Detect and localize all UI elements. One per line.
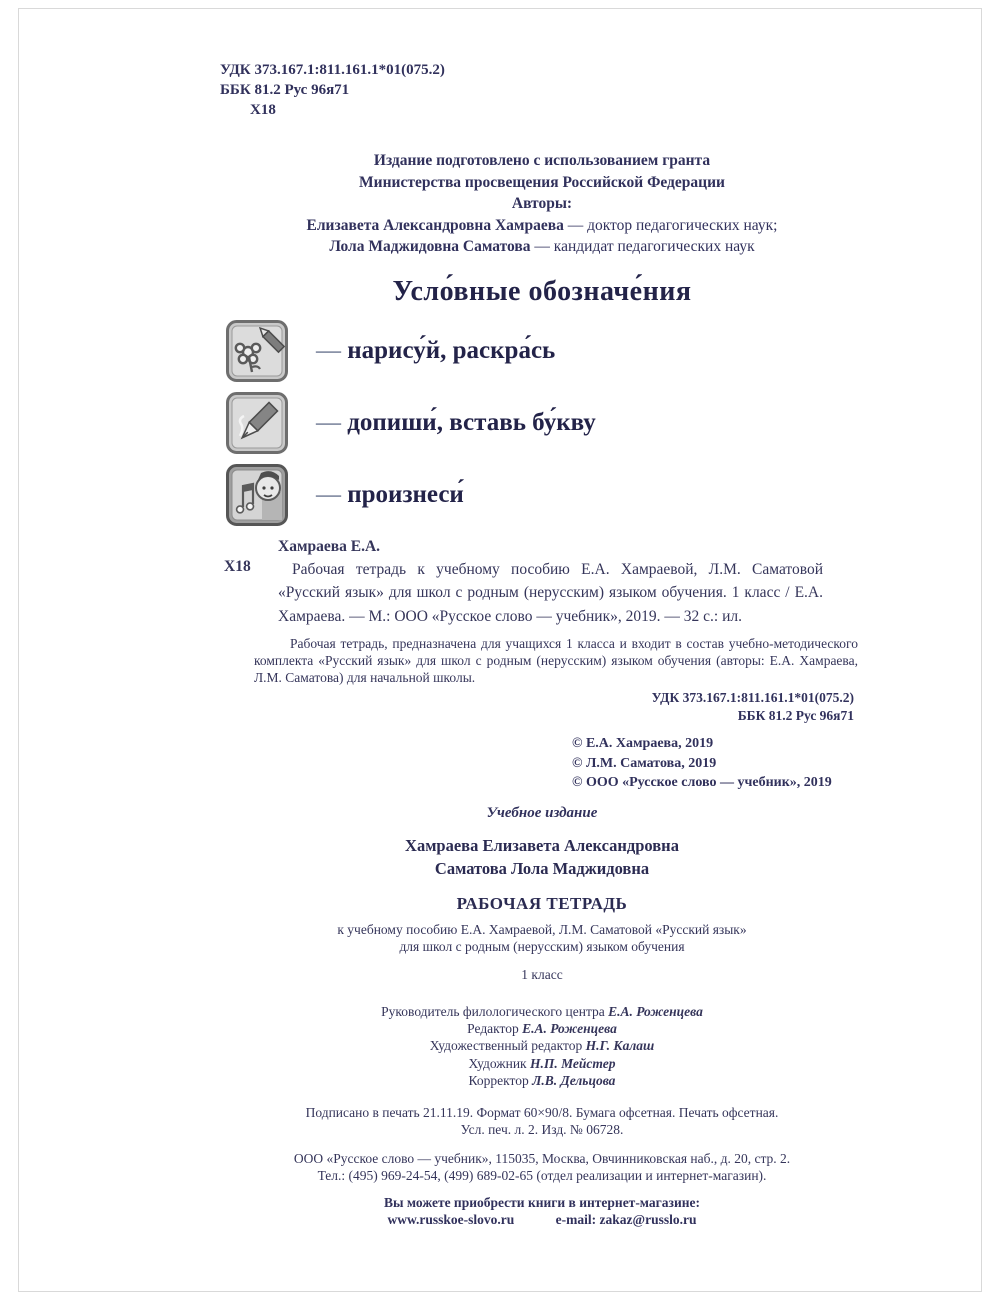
staff-line [220, 1003, 864, 1020]
staff-credits [220, 1003, 864, 1089]
edition-subtitle-2: для школ с родным (нерусским) языком обучения [399, 938, 685, 954]
legend-dash: — [316, 408, 348, 436]
staff-name: Л.В. Дельцова [532, 1072, 616, 1088]
card-description: Рабочая тетрадь к учебному пособию Е.А. Хамраевой, Л.М. Саматовой «Русский язык» для школ с родным (нерусским) языком обучения. 1 класс / Е.А. Хамраева. — М.: ООО «Русское слово — учебник», 2019. — 32 с.: ил. [278, 560, 823, 625]
grant-line-2: Министерства просвещения Российской Федерации [359, 173, 725, 191]
legend-item-speak [226, 464, 864, 526]
staff-name: Н.Г. Калаш [585, 1038, 655, 1054]
card-udk: УДК 373.167.1:811.161.1*01(075.2) [651, 690, 854, 706]
edition-subtitle-1: к учебному пособию Е.А. Хамраевой, Л.М. Саматовой «Русский язык» [337, 921, 747, 937]
staff-role: Руководитель филологического центра [381, 1003, 609, 1019]
print-line-2: Усл. печ. л. 2. Изд. № 06728. [460, 1122, 624, 1138]
edition-author-1: Хамраева Елизавета Александровна [405, 835, 679, 855]
staff-line [220, 1055, 864, 1072]
top-codes-block [220, 60, 864, 120]
author-1-name: Елизавета Александровна Хамраева [306, 216, 564, 234]
staff-name: Н.П. Мейстер [529, 1055, 616, 1071]
author-line-2 [220, 236, 864, 258]
copyright-line: © Е.А. Хамраева, 2019 [572, 736, 714, 752]
legend-dash: — [316, 336, 348, 364]
grant-line-1: Издание подготовлено с использованием гранта [373, 152, 711, 169]
write-icon [226, 392, 288, 454]
card-author-sign: Х18 [224, 557, 251, 575]
publisher-line-2: Тел.: (495) 969-24-54, (499) 689-02-65 (отдел реализации и интернет-магазин). [317, 1168, 767, 1184]
draw-icon [226, 320, 288, 382]
staff-line [220, 1037, 864, 1054]
edition-title: РАБОЧАЯ ТЕТРАДЬ [456, 893, 628, 913]
shop-info [220, 1194, 864, 1229]
staff-line [220, 1072, 864, 1089]
legend-item-write [226, 392, 864, 454]
authors-label: Авторы: [511, 195, 573, 212]
copyright-block [572, 734, 864, 793]
email-address: e-mail: zakaz@russlo.ru [555, 1212, 697, 1228]
publisher-info [220, 1150, 864, 1185]
shop-line: Вы можете приобрести книги в интернет-магазине: [383, 1194, 701, 1210]
legend-dash: — [316, 480, 348, 508]
legend-item-label [316, 481, 464, 509]
legend-item-draw [226, 320, 864, 382]
udk-code: УДК 373.167.1:811.161.1*01(075.2) [220, 62, 445, 78]
copyright-line: © Л.М. Саматова, 2019 [572, 755, 717, 771]
legend-item-label [316, 409, 596, 437]
author-2-name: Лола Маджидовна Саматова [329, 238, 531, 255]
catalog-card [220, 536, 864, 725]
print-info [220, 1104, 864, 1139]
website-url: www.russkoe-slovo.ru [387, 1212, 515, 1228]
legend-text-write: допиши́, вставь бу́кву [347, 408, 596, 436]
author-1-degree: — доктор педагогических наук; [563, 216, 778, 234]
page-content [220, 60, 864, 1229]
legend-list [220, 320, 864, 526]
copyright-line: © ООО «Русское слово — учебник», 2019 [572, 775, 832, 791]
bbk-code: ББК 81.2 Рус 96я71 [220, 82, 350, 98]
staff-role: Корректор [468, 1072, 533, 1088]
shop-links [220, 1211, 864, 1229]
staff-role: Художественный редактор [429, 1038, 586, 1054]
legend-item-label [316, 337, 555, 365]
staff-line [220, 1020, 864, 1037]
publisher-line-1: ООО «Русское слово — учебник», 115035, Москва, Овчинниковская наб., д. 20, стр. 2. [293, 1150, 791, 1166]
print-line-1: Подписано в печать 21.11.19. Формат 60×90/8. Бумага офсетная. Печать офсетная. [305, 1104, 779, 1120]
card-annotation: Рабочая тетрадь, предназначена для учащихся 1 класса и входит в состав учебно-методического комплекта «Русский язык» для школ с родным (нерусским) языком обучения (авторы: Е.А. Хамраева, Л.М. Саматова) для начальной школы. [254, 636, 858, 685]
card-bbk: ББК 81.2 Рус 96я71 [737, 707, 854, 723]
edition-grade: 1 класс [521, 966, 563, 982]
staff-name: Е.А. Роженцева [522, 1021, 617, 1037]
staff-role: Редактор [467, 1021, 523, 1037]
edition-subtitle [220, 921, 864, 955]
legend-title: Усло́вные обозначе́ния [392, 275, 692, 307]
legend-text-draw: нарису́й, раскра́сь [347, 336, 556, 364]
author-line-1 [220, 215, 864, 237]
card-author: Хамраева Е.А. [278, 537, 381, 555]
edition-author-2: Саматова Лола Маджидовна [434, 858, 650, 878]
edition-authors [220, 834, 864, 880]
staff-name: Е.А. Роженцева [608, 1003, 703, 1019]
grant-note [220, 150, 864, 258]
staff-role: Художник [468, 1055, 530, 1071]
edition-type: Учебное издание [486, 804, 598, 821]
speak-icon [226, 464, 288, 526]
card-codes [220, 689, 864, 724]
author-sign: Х18 [250, 102, 276, 118]
legend-text-speak: произнеси́ [347, 480, 464, 508]
author-2-degree: — кандидат педагогических наук [530, 238, 755, 255]
